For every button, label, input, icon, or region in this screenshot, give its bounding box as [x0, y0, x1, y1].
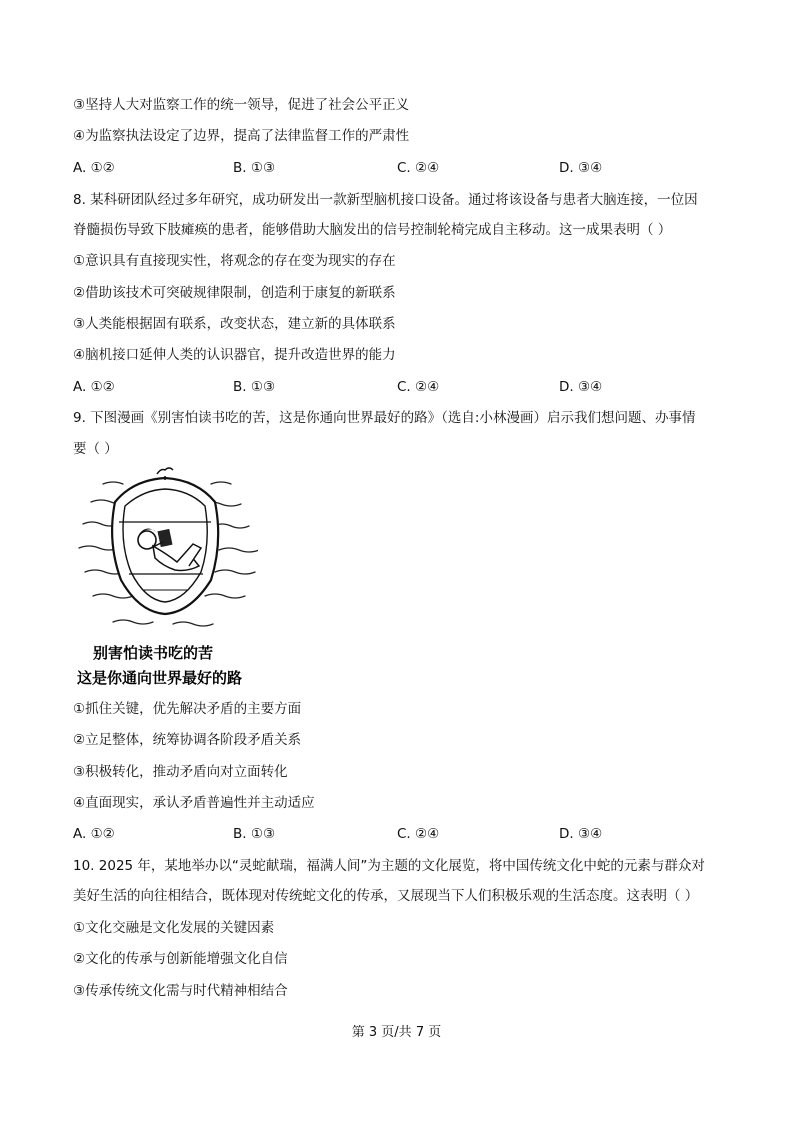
q8-item-3: ③人类能根据固有联系，改变状态，建立新的具体联系 [73, 316, 396, 332]
q8-item-1: ①意识具有直接现实性，将观念的存在变为现实的存在 [73, 253, 396, 269]
q9-option-c[interactable]: C. ②④ [397, 826, 440, 842]
q8-option-a[interactable]: A. ①② [73, 379, 115, 395]
q10-item-2: ②文化的传承与创新能增强文化自信 [73, 951, 288, 967]
q8-stem-line2: 脊髓损伤导致下肢瘫痪的患者，能够借助大脑发出的信号控制轮椅完成自主移动。这一成果表明（ ） [73, 222, 672, 238]
boat-reading-illustration [73, 462, 258, 637]
q7-option-a[interactable]: A. ①② [73, 160, 115, 176]
q7-options [73, 159, 713, 177]
cartoon-caption-line2: 这是你通向世界最好的路 [77, 669, 243, 687]
q9-option-d[interactable]: D. ③④ [559, 826, 603, 842]
q8-options [73, 378, 713, 396]
q9-option-a[interactable]: A. ①② [73, 826, 115, 842]
q10-stem-line2: 美好生活的向往相结合，既体现对传统蛇文化的传承，又展现当下人们积极乐观的生活态度。这表明（ ） [73, 888, 699, 904]
q8-option-d[interactable]: D. ③④ [559, 379, 603, 395]
q8-stem-line1: 8. 某科研团队经过多年研究，成功研发出一款新型脑机接口设备。通过将该设备与患者大脑连接，一位因 [73, 192, 698, 208]
q9-stem-line1: 9. 下图漫画《别害怕读书吃的苦，这是你通向世界最好的路》（选自:小林漫画）启示我们想问题、办事情 [73, 410, 696, 426]
q8-item-2: ②借助该技术可突破规律限制，创造利于康复的新联系 [73, 285, 396, 301]
q9-item-4: ④直面现实，承认矛盾普遍性并主动适应 [73, 795, 315, 811]
q7-option-c[interactable]: C. ②④ [397, 160, 440, 176]
q9-option-b[interactable]: B. ①③ [233, 826, 276, 842]
q7-item-4: ④为监察执法设定了边界，提高了法律监督工作的严肃性 [73, 128, 410, 144]
q10-item-3: ③传承传统文化需与时代精神相结合 [73, 983, 288, 999]
q9-item-1: ①抓住关键，优先解决矛盾的主要方面 [73, 701, 302, 717]
q7-option-d[interactable]: D. ③④ [559, 160, 603, 176]
q10-stem-line1: 10. 2025 年，某地举办以“灵蛇献瑞，福满人间”为主题的文化展览，将中国传统文化中蛇的元素与群众对 [73, 858, 705, 874]
q9-options [73, 825, 713, 843]
q7-item-3: ③坚持人大对监察工作的统一领导，促进了社会公平正义 [73, 97, 410, 113]
cartoon-caption-line1: 别害怕读书吃的苦 [93, 644, 214, 662]
page-number: 第 3 页/共 7 页 [351, 1025, 442, 1040]
q10-item-1: ①文化交融是文化发展的关键因素 [73, 920, 275, 936]
q9-stem-line2: 要（ ） [73, 441, 118, 457]
q8-option-c[interactable]: C. ②④ [397, 379, 440, 395]
q8-option-b[interactable]: B. ①③ [233, 379, 276, 395]
q9-item-3: ③积极转化，推动矛盾向对立面转化 [73, 764, 288, 780]
q9-cartoon [73, 462, 258, 692]
q9-item-2: ②立足整体，统筹协调各阶段矛盾关系 [73, 732, 302, 748]
q8-item-4: ④脑机接口延伸人类的认识器官，提升改造世界的能力 [73, 347, 396, 363]
q7-option-b[interactable]: B. ①③ [233, 160, 276, 176]
